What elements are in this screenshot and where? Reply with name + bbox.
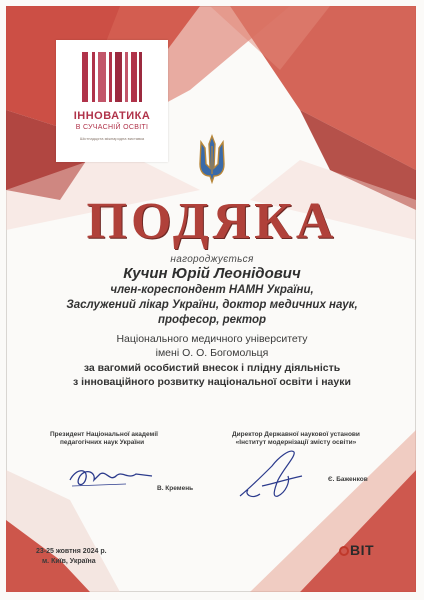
certificate-title: ПОДЯКА	[86, 193, 338, 250]
organization-line: імені О. О. Богомольця	[155, 347, 269, 359]
right-signatory-position	[232, 431, 360, 447]
credential-line: Заслужений лікар України, доктор медичних наук,	[66, 299, 358, 311]
reason-line: з інноваційного розвитку національної освіти і науки	[73, 376, 351, 388]
credential-line: член-кореспондент НАМН України,	[110, 284, 314, 296]
left-signatory-position	[50, 431, 158, 447]
position-line: Президент Національної академії	[50, 431, 158, 438]
reason-line: за вагомий особистий внесок і плідну діяльність	[83, 362, 341, 374]
credential-line: професор, ректор	[158, 314, 266, 326]
position-line: Директор Державної наукової установи	[232, 431, 360, 438]
position-line: педагогічних наук України	[60, 439, 145, 446]
logo-subtitle: В СУЧАСНІЙ ОСВІТІ	[75, 124, 149, 131]
organization-line: Національного медичного університету	[116, 333, 308, 345]
logo-small-text: Шістнадцята міжнародна виставка	[79, 136, 145, 141]
position-line: «Інститут модернізації змісту освіти»	[235, 439, 357, 446]
exhibition-logo	[56, 40, 168, 162]
svit-c-icon	[339, 546, 349, 556]
event-location: м. Київ, Україна	[42, 558, 96, 565]
right-signature	[232, 446, 312, 506]
left-signature	[66, 462, 156, 492]
event-dates: 23-25 жовтня 2024 р.	[36, 548, 107, 555]
logo-title: ІННОВАТИКА	[73, 110, 151, 122]
logo-bars-icon	[80, 48, 144, 106]
awarded-text: нагороджується	[170, 254, 254, 265]
right-signatory-name: Є. Баженков	[328, 476, 368, 483]
svit-brand-text: ВІТ	[350, 542, 375, 558]
trident-emblem-icon	[196, 134, 228, 184]
svit-brand-logo	[339, 542, 374, 558]
left-signatory-name: В. Кремень	[157, 485, 194, 492]
recipient-name: Кучин Юрій Леонідович	[123, 265, 301, 282]
